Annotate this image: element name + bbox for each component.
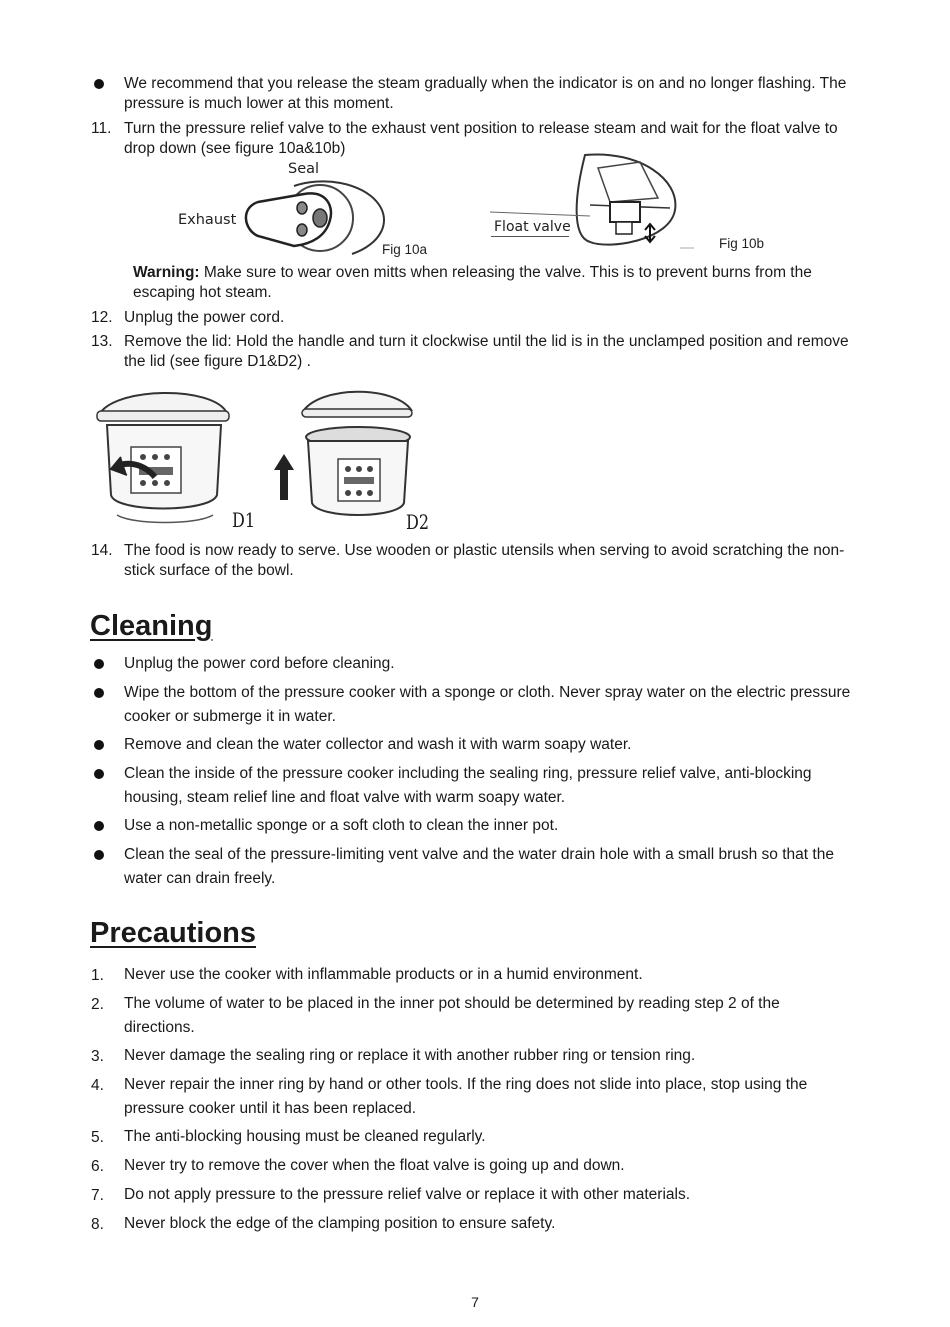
step-11-number: 11. (91, 120, 112, 137)
cleaning-item: Clean the seal of the pressure-limiting vent valve and the water drain hole with a small brush so that the water can drain freely. (124, 846, 834, 887)
fig10a-exhaust-label: Exhaust (178, 212, 237, 228)
fig10a-caption: Fig 10a (382, 242, 428, 257)
precaution-number: 1. (91, 967, 104, 984)
warning-text: Make sure to wear oven mitts when releasing the valve. This is to prevent burns from the escaping hot steam. (133, 264, 812, 301)
fig10b-caption: Fig 10b (719, 236, 765, 251)
fig10b-float-valve-label: Float valve (494, 219, 571, 235)
precaution-text: Never use the cooker with inflammable products or in a humid environment. (124, 966, 643, 983)
precaution-text: The volume of water to be placed in the inner pot should be determined by reading step 2 of the directions. (124, 995, 780, 1036)
cleaning-heading: Cleaning (90, 610, 213, 642)
step-14-text: The food is now ready to serve. Use wooden or plastic utensils when serving to avoid scratching the non-stick surface of the bowl. (124, 542, 845, 579)
step-12-text: Unplug the power cord. (124, 309, 285, 326)
float-valve-diagram-fig10b (490, 150, 690, 250)
step-14-number: 14. (91, 542, 113, 559)
precaution-number: 5. (91, 1129, 104, 1146)
step-13-text: Remove the lid: Hold the handle and turn it clockwise until the lid is in the unclamped position and remove the lid (see figure D1&D2) . (124, 333, 849, 370)
cleaning-item: Clean the inside of the pressure cooker including the sealing ring, pressure relief valve, anti-blocking housing, steam relief line and float valve with warm soapy water. (124, 765, 812, 806)
precaution-text: Never try to remove the cover when the float valve is going up and down. (124, 1157, 625, 1174)
up-arrow (272, 452, 296, 502)
warning-paragraph (133, 263, 853, 303)
bullet-dot (94, 740, 104, 750)
bullet-dot (94, 821, 104, 831)
bullet-dot (94, 79, 104, 89)
precaution-number: 2. (91, 996, 104, 1013)
precaution-text: Never repair the inner ring by hand or other tools. If the ring does not slide into place, stop using the pressure cooker until it has been replaced. (124, 1076, 808, 1117)
precaution-number: 4. (91, 1077, 104, 1094)
cleaning-item: Remove and clean the water collector and wash it with warm soapy water. (124, 736, 632, 753)
bullet-dot (94, 659, 104, 669)
figure-d2-label: D2 (406, 510, 430, 534)
cleaning-item: Use a non-metallic sponge or a soft cloth to clean the inner pot. (124, 817, 559, 834)
precaution-number: 6. (91, 1158, 104, 1175)
precaution-number: 3. (91, 1048, 104, 1065)
precautions-heading: Precautions (90, 917, 256, 949)
fig10a-seal-label: Seal (288, 161, 320, 177)
precaution-text: Do not apply pressure to the pressure relief valve or replace it with other materials. (124, 1186, 691, 1203)
cleaning-item: Wipe the bottom of the pressure cooker with a sponge or cloth. Never spray water on the electric pressure cooker or submerge it in water. (124, 684, 851, 725)
figure-d1-label: D1 (232, 508, 256, 532)
step-11-text: Turn the pressure relief valve to the exhaust vent position to release steam and wait for the float valve to drop down (see figure 10a&10b) (124, 120, 838, 157)
bullet-dot (94, 769, 104, 779)
cleaning-item: Unplug the power cord before cleaning. (124, 655, 395, 672)
recommend-bullet-text: We recommend that you release the steam gradually when the indicator is on and no longer flashing. The pressure is much lower at this moment. (124, 75, 847, 112)
warning-label: Warning: (133, 264, 200, 281)
page-number: 7 (471, 1294, 479, 1310)
precaution-number: 7. (91, 1187, 104, 1204)
float-valve-underline (491, 236, 569, 237)
precaution-text: Never damage the sealing ring or replace it with another rubber ring or tension ring. (124, 1047, 696, 1064)
bullet-dot (94, 688, 104, 698)
precaution-number: 8. (91, 1216, 104, 1233)
precaution-text: Never block the edge of the clamping position to ensure safety. (124, 1215, 556, 1232)
cooker-figure-d1 (93, 385, 243, 535)
step-13-number: 13. (91, 333, 113, 350)
precaution-text: The anti-blocking housing must be cleaned regularly. (124, 1128, 486, 1145)
bullet-dot (94, 850, 104, 860)
step-12-number: 12. (91, 309, 113, 326)
